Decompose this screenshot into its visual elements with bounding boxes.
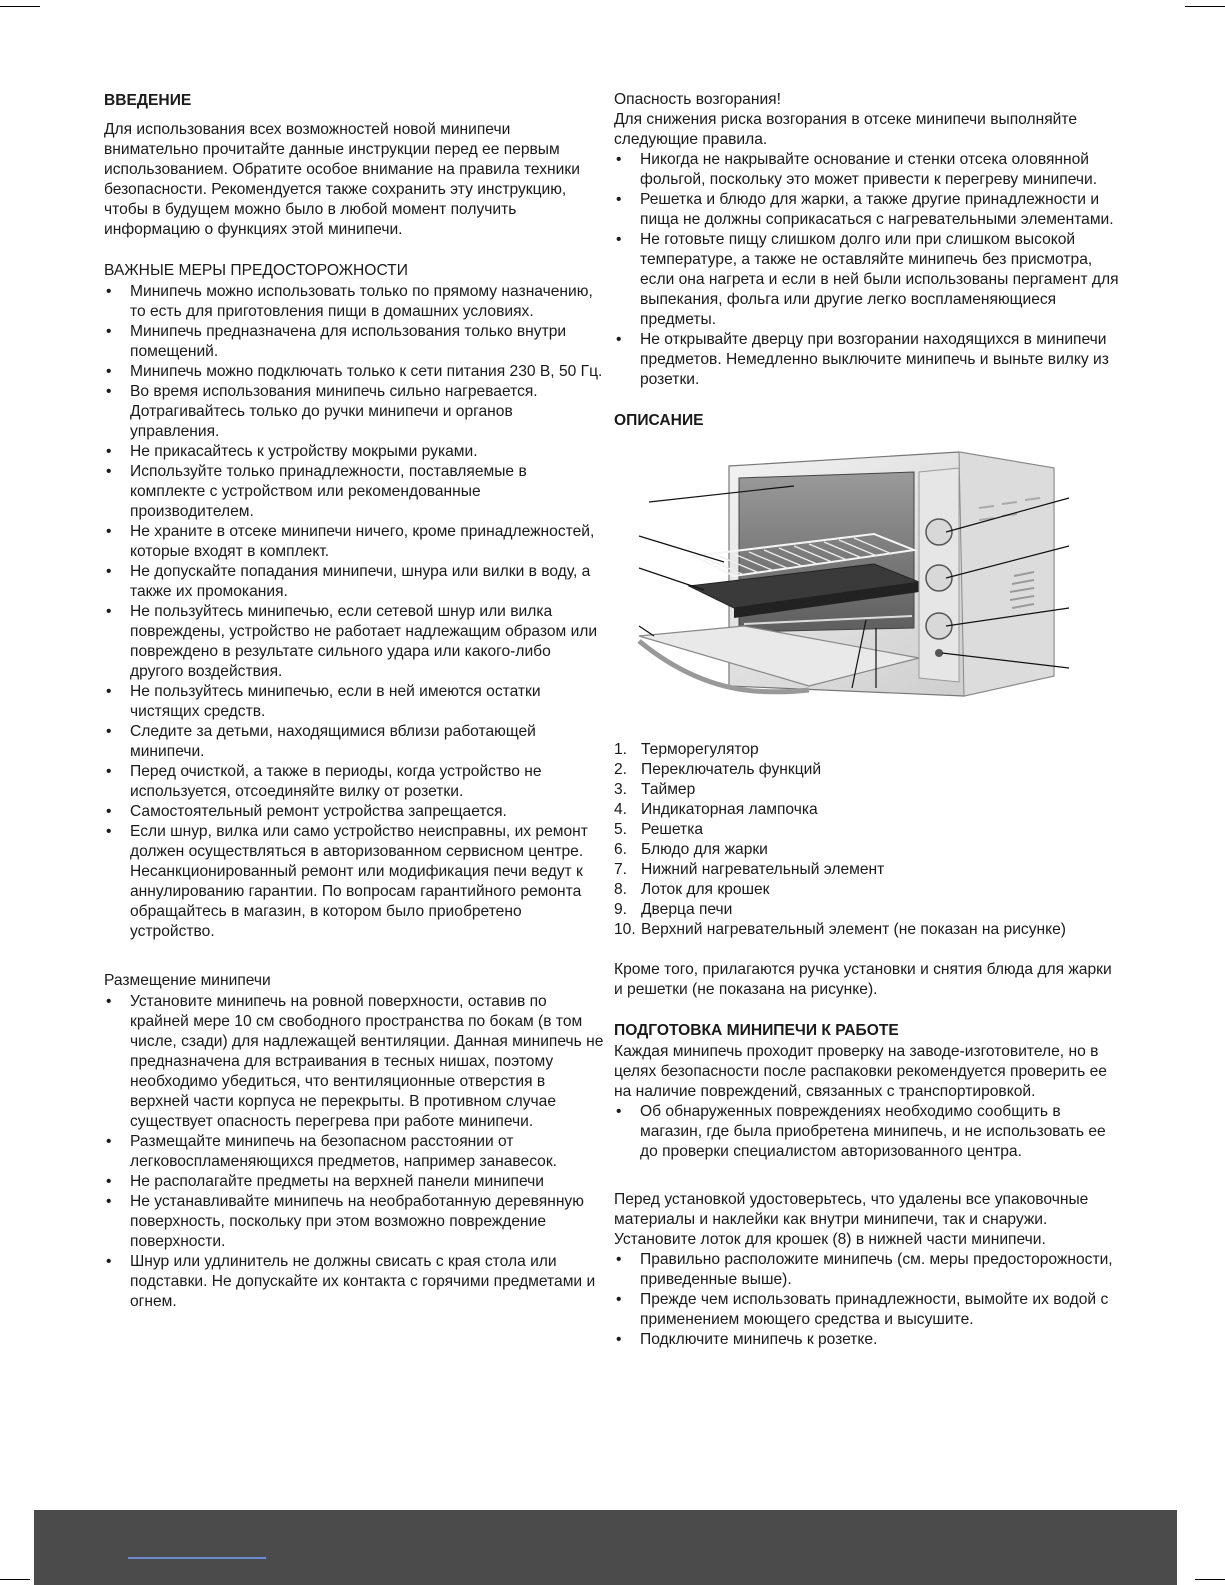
list-item: • Самостоятельный ремонт устройства запрещается. (104, 802, 604, 822)
list-item: • Не устанавливайте минипечь на необработанную деревянную поверхность, поскольку при этом возможно повреждение поверхности. (104, 1192, 604, 1252)
list-item: • Минипечь предназначена для использования только внутри помещений. (104, 322, 604, 362)
list-item: 8. Лоток для крошек (614, 881, 770, 898)
preparation-heading: ПОДГОТОВКА МИНИПЕЧИ К РАБОТЕ (614, 1022, 899, 1039)
list-item: • Установите минипечь на ровной поверхности, оставив по крайней мере 10 см свободного пространства по бокам (в том числе, сзади) для надлежащей вентиляции. Данная минипечь не предназначена для встраивания в тесных нишах, поэтому необходимо убедиться, что вентиляционные отверстия в верхней части корпуса не перекрыты. В противном случае существует опасность перегрева при работе минипечи. (104, 992, 604, 1132)
list-item: 3. Таймер (614, 781, 696, 798)
installation-paragraph: Перед установкой удостоверьтесь, что удалены все упаковочные материалы и наклейки как внутри минипечи, так и снаружи. Установите лоток для крошек (8) в нижней части минипечи. (614, 1191, 1089, 1248)
list-item: 2. Переключатель функций (614, 761, 822, 778)
precautions-list (104, 282, 604, 942)
preparation-paragraph: Каждая минипечь проходит проверку на заводе-изготовителе, но в целях безопасности после распаковки рекомендуется проверить ее на наличие повреждений, связанных с транспортировкой. (614, 1043, 1107, 1100)
oven-illustration (634, 446, 1094, 716)
placement-heading: Размещение минипечи (104, 972, 271, 989)
list-item: • Минипечь можно подключать только к сети питания 230 В, 50 Гц. (104, 362, 604, 382)
list-item: 9. Дверца печи (614, 901, 733, 918)
intro-heading: ВВЕДЕНИЕ (104, 92, 192, 109)
list-item: • Шнур или удлинитель не должны свисать с края стола или подставки. Не допускайте их контакта с горячими предметами и огнем. (104, 1252, 604, 1312)
preparation-list-2 (614, 1250, 1119, 1350)
right-column (614, 90, 1119, 1350)
list-item: • Не допускайте попадания минипечи, шнура или вилки в воду, а также их промокания. (104, 562, 604, 602)
list-item: 10. Верхний нагревательный элемент (не показан на рисунке) (614, 921, 1066, 938)
crop-mark-bottom-right (1195, 1579, 1225, 1580)
list-item: • Используйте только принадлежности, поставляемые в комплекте с устройством или рекомендованные производителем. (104, 462, 604, 522)
crop-mark-top-right (1185, 6, 1225, 7)
left-column (104, 90, 604, 1312)
list-item: • Подключите минипечь к розетке. (614, 1330, 1119, 1350)
footer-link-underline (128, 1557, 266, 1559)
list-item: • Минипечь можно использовать только по прямому назначению, то есть для приготовления пищи в домашних условиях. (104, 282, 604, 322)
indicator-lamp (935, 649, 943, 657)
oven-side (959, 452, 1054, 696)
list-item: • Не пользуйтесь минипечью, если сетевой шнур или вилка повреждены, устройство не работает надлежащим образом или повреждено в результате сильного удара или какого-либо другого воздействия. (104, 602, 604, 682)
list-item: • Правильно расположите минипечь (см. меры предосторожности, приведенные выше). (614, 1250, 1119, 1290)
crop-mark-top-left (0, 6, 40, 7)
list-item: • Решетка и блюдо для жарки, а также другие принадлежности и пища не должны соприкасаться с нагревательными элементами. (614, 190, 1119, 230)
list-item: • Не прикасайтесь к устройству мокрыми руками. (104, 442, 604, 462)
list-item: • Не располагайте предметы на верхней панели минипечи (104, 1172, 604, 1192)
list-item: 7. Нижний нагревательный элемент (614, 861, 885, 878)
list-item: • Следите за детьми, находящимися вблизи работающей минипечи. (104, 722, 604, 762)
accessories-note: Кроме того, прилагаются ручка установки и снятия блюда для жарки и решетки (не показана на рисунке). (614, 961, 1112, 998)
list-item: • Размещайте минипечь на безопасном расстоянии от легковоспламеняющихся предметов, например занавесок. (104, 1132, 604, 1172)
precautions-heading: ВАЖНЫЕ МЕРЫ ПРЕДОСТОРОЖНОСТИ (104, 262, 408, 279)
list-item: • Не открывайте дверцу при возгорании находящихся в минипечи предметов. Немедленно выключите минипечь и выньте вилку из розетки. (614, 330, 1119, 390)
fire-heading: Опасность возгорания! (614, 91, 781, 108)
list-item: 5. Решетка (614, 821, 704, 838)
list-item: • Перед очисткой, а также в периоды, когда устройство не используется, отсоединяйте вилку от розетки. (104, 762, 604, 802)
preparation-list-1 (614, 1102, 1119, 1162)
list-item: • Никогда не накрывайте основание и стенки отсека оловянной фольгой, поскольку это может привести к перегреву минипечи. (614, 150, 1119, 190)
list-item: • Не пользуйтесь минипечью, если в ней имеются остатки чистящих средств. (104, 682, 604, 722)
oven-drawing (634, 446, 1094, 716)
list-item: • Не готовьте пищу слишком долго или при слишком высокой температуре, а также не оставляйте минипечь без присмотра, если она нагрета и если в ней были использованы пергамент для выпекания, фольга или другие легко воспламеняющиеся предметы. (614, 230, 1119, 330)
list-item: • Если шнур, вилка или само устройство неисправны, их ремонт должен осуществляться в авторизованном сервисном центре. Несанкционированный ремонт или модификация печи ведут к аннулированию гарантии. По вопросам гарантийного ремонта обращайтесь в магазин, в котором было приобретено устройство. (104, 822, 604, 942)
list-item: • Об обнаруженных повреждениях необходимо сообщить в магазин, где была приобретена минипечь, и не использовать ее до проверки специалистом авторизованного центра. (614, 1102, 1119, 1162)
parts-list (614, 740, 1119, 940)
fire-list (614, 150, 1119, 390)
placement-list (104, 992, 604, 1312)
fire-intro: Для снижения риска возгорания в отсеке минипечи выполняйте следующие правила. (614, 111, 1077, 148)
list-item: 6. Блюдо для жарки (614, 841, 768, 858)
list-item: • Не храните в отсеке минипечи ничего, кроме принадлежностей, которые входят в комплект. (104, 522, 604, 562)
footer-bar (34, 1510, 1177, 1585)
description-heading: ОПИСАНИЕ (614, 412, 704, 429)
crop-mark-bottom-left (0, 1579, 30, 1580)
intro-paragraph: Для использования всех возможностей новой минипечи внимательно прочитайте данные инструкции перед ее первым использованием. Обратите особое внимание на правила техники безопасности. Рекомендуется также сохранить эту инструкцию, чтобы в будущем можно было в любой момент получить информацию о функциях этой минипечи. (104, 121, 580, 238)
list-item: 4. Индикаторная лампочка (614, 801, 818, 818)
list-item: • Прежде чем использовать принадлежности, вымойте их водой с применением моющего средства и высушите. (614, 1290, 1119, 1330)
list-item: 1. Терморегулятор (614, 741, 759, 758)
list-item: • Во время использования минипечь сильно нагревается. Дотрагивайтесь только до ручки минипечи и органов управления. (104, 382, 604, 442)
